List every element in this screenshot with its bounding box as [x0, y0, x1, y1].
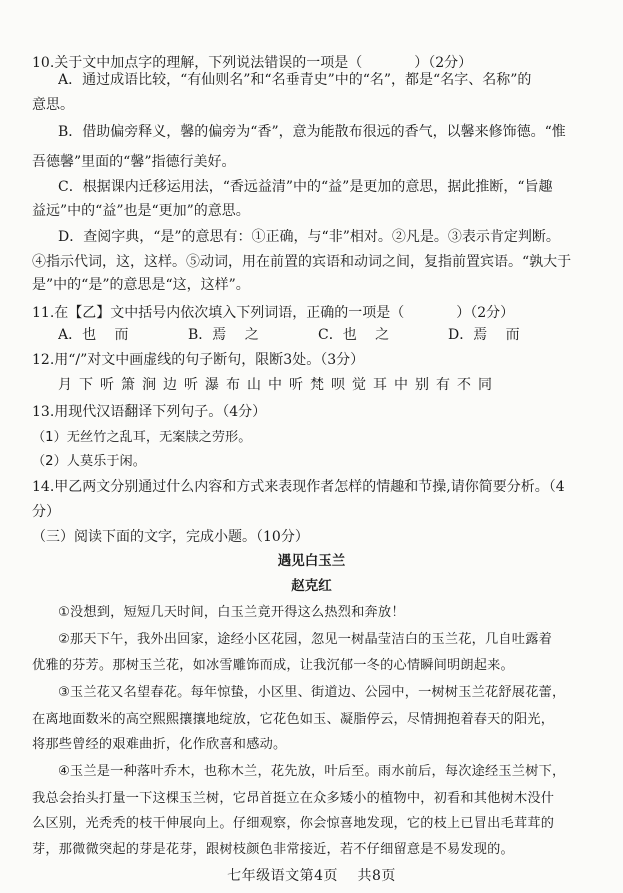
passage-para-1: ①没想到，短短几天时间，白玉兰竟开得这么热烈和奔放！	[58, 605, 405, 620]
q10-option-d-cont2: 是”中的“是”的意思是“这，这样”。	[32, 277, 250, 293]
passage-para-4: ④玉兰是一种落叶乔木，也称木兰，花先放，叶后至。雨水前后，每次途经玉兰树下，	[58, 764, 566, 779]
q10-option-d-cont: ④指示代词，这，这样。⑤动词，用在前置的宾语和动词之间，复指前置宾语。“孰大于	[32, 254, 572, 270]
passage-para-2-cont: 优雅的芬芳。那树玉兰花，如冰雪雕饰而成，让我沉郁一冬的心情瞬间明朗起来。	[32, 658, 514, 673]
q10-option-c-cont: 益远”中的“益”也是“更加”的意思。	[32, 203, 250, 219]
page-footer: 七年级语文第4页 共8页	[227, 868, 396, 884]
q10-option-a-cont: 意思。	[32, 97, 74, 113]
q10-option-d: D．查阅字典，“是”的意思有：①正确，与“非”相对。②凡是。③表示肯定判断。	[58, 229, 560, 245]
passage-para-2: ②那天下午，我外出回家，途经小区花园，忽见一树晶莹洁白的玉兰花，几自吐露着	[58, 632, 552, 647]
q10-option-a: A．通过成语比较，“有仙则名”和“名垂青史”中的“名”，都是“名字、名称”的	[58, 72, 532, 88]
q10-option-c: C．根据课内迁移运用法，“香远益清”中的“益”是更加的意思，据此推断，“旨趣	[58, 179, 553, 195]
q12-stem: 12.用“/”对文中画虚线的句子断句，限断3处。（3分）	[32, 352, 365, 368]
passage-title: 遇见白玉兰	[277, 553, 346, 569]
passage-para-4-cont3: 芽，那微微突起的芽是花芽，跟树枝颜色非常接近，若不仔细留意是不易发现的。	[32, 842, 514, 857]
passage-para-3: ③玉兰花又名望春花。每年惊蛰，小区里、街道边、公园中，一树树玉兰花舒展花蕾，	[58, 685, 566, 700]
section-heading: （三）阅读下面的文字，完成小题。（10分）	[32, 529, 309, 545]
q13-sentence-1: （1）无丝竹之乱耳，无案牍之劳形。	[32, 430, 252, 445]
passage-para-3-cont2: 将那些曾经的艰难曲折，化作欣喜和感动。	[32, 737, 287, 752]
q13-sentence-2: （2）人莫乐于闲。	[32, 454, 146, 469]
q14-stem: 14.甲乙两文分别通过什么内容和方式来表现作者怎样的情趣和节操,请你简要分析。（4	[32, 479, 565, 495]
q11-stem: 11.在【乙】文中括号内依次填入下列词语，正确的一项是（ ）（2分）	[32, 305, 515, 321]
q10-option-b: B．借助偏旁释义，馨的偏旁为“香”，意为能散布很远的香气，以馨来修饰德。“惟	[58, 124, 566, 140]
q11-options	[58, 325, 597, 345]
q11-option-b: B．焉 之	[188, 327, 259, 343]
q11-option-a: A．也 而	[58, 327, 129, 343]
passage-para-4-cont2: 么区别，光秃秃的枝干伸展向上。仔细观察，你会惊喜地发现，它的枝上已冒出毛茸茸的	[32, 816, 555, 831]
q12-sentence: 月下听箫涧边听瀑布山中听梵呗觉耳中别有不同	[58, 377, 499, 393]
q14-stem-cont: 分）	[32, 504, 60, 520]
q13-stem: 13.用现代汉语翻译下列句子。（4分）	[32, 404, 267, 420]
passage-para-4-cont: 我总会抬头打量一下这棵玉兰树，它昂首挺立在众多矮小的植物中，初看和其他树木没什	[32, 791, 555, 806]
q10-stem: 10.关于文中加点字的理解，下列说法错误的一项是（ ）（2分）	[32, 55, 473, 71]
q11-option-c: C．也 之	[318, 327, 390, 343]
q10-option-b-cont: 吾德馨”里面的“馨”指德行美好。	[32, 154, 236, 170]
q11-option-d: D．焉 而	[448, 327, 520, 343]
passage-para-3-cont: 在离地面数米的高空熙熙攘攘地绽放，它花色如玉、凝脂停云，尽情拥抱着春天的阳光，	[32, 712, 555, 727]
passage-author: 赵克红	[291, 578, 332, 594]
